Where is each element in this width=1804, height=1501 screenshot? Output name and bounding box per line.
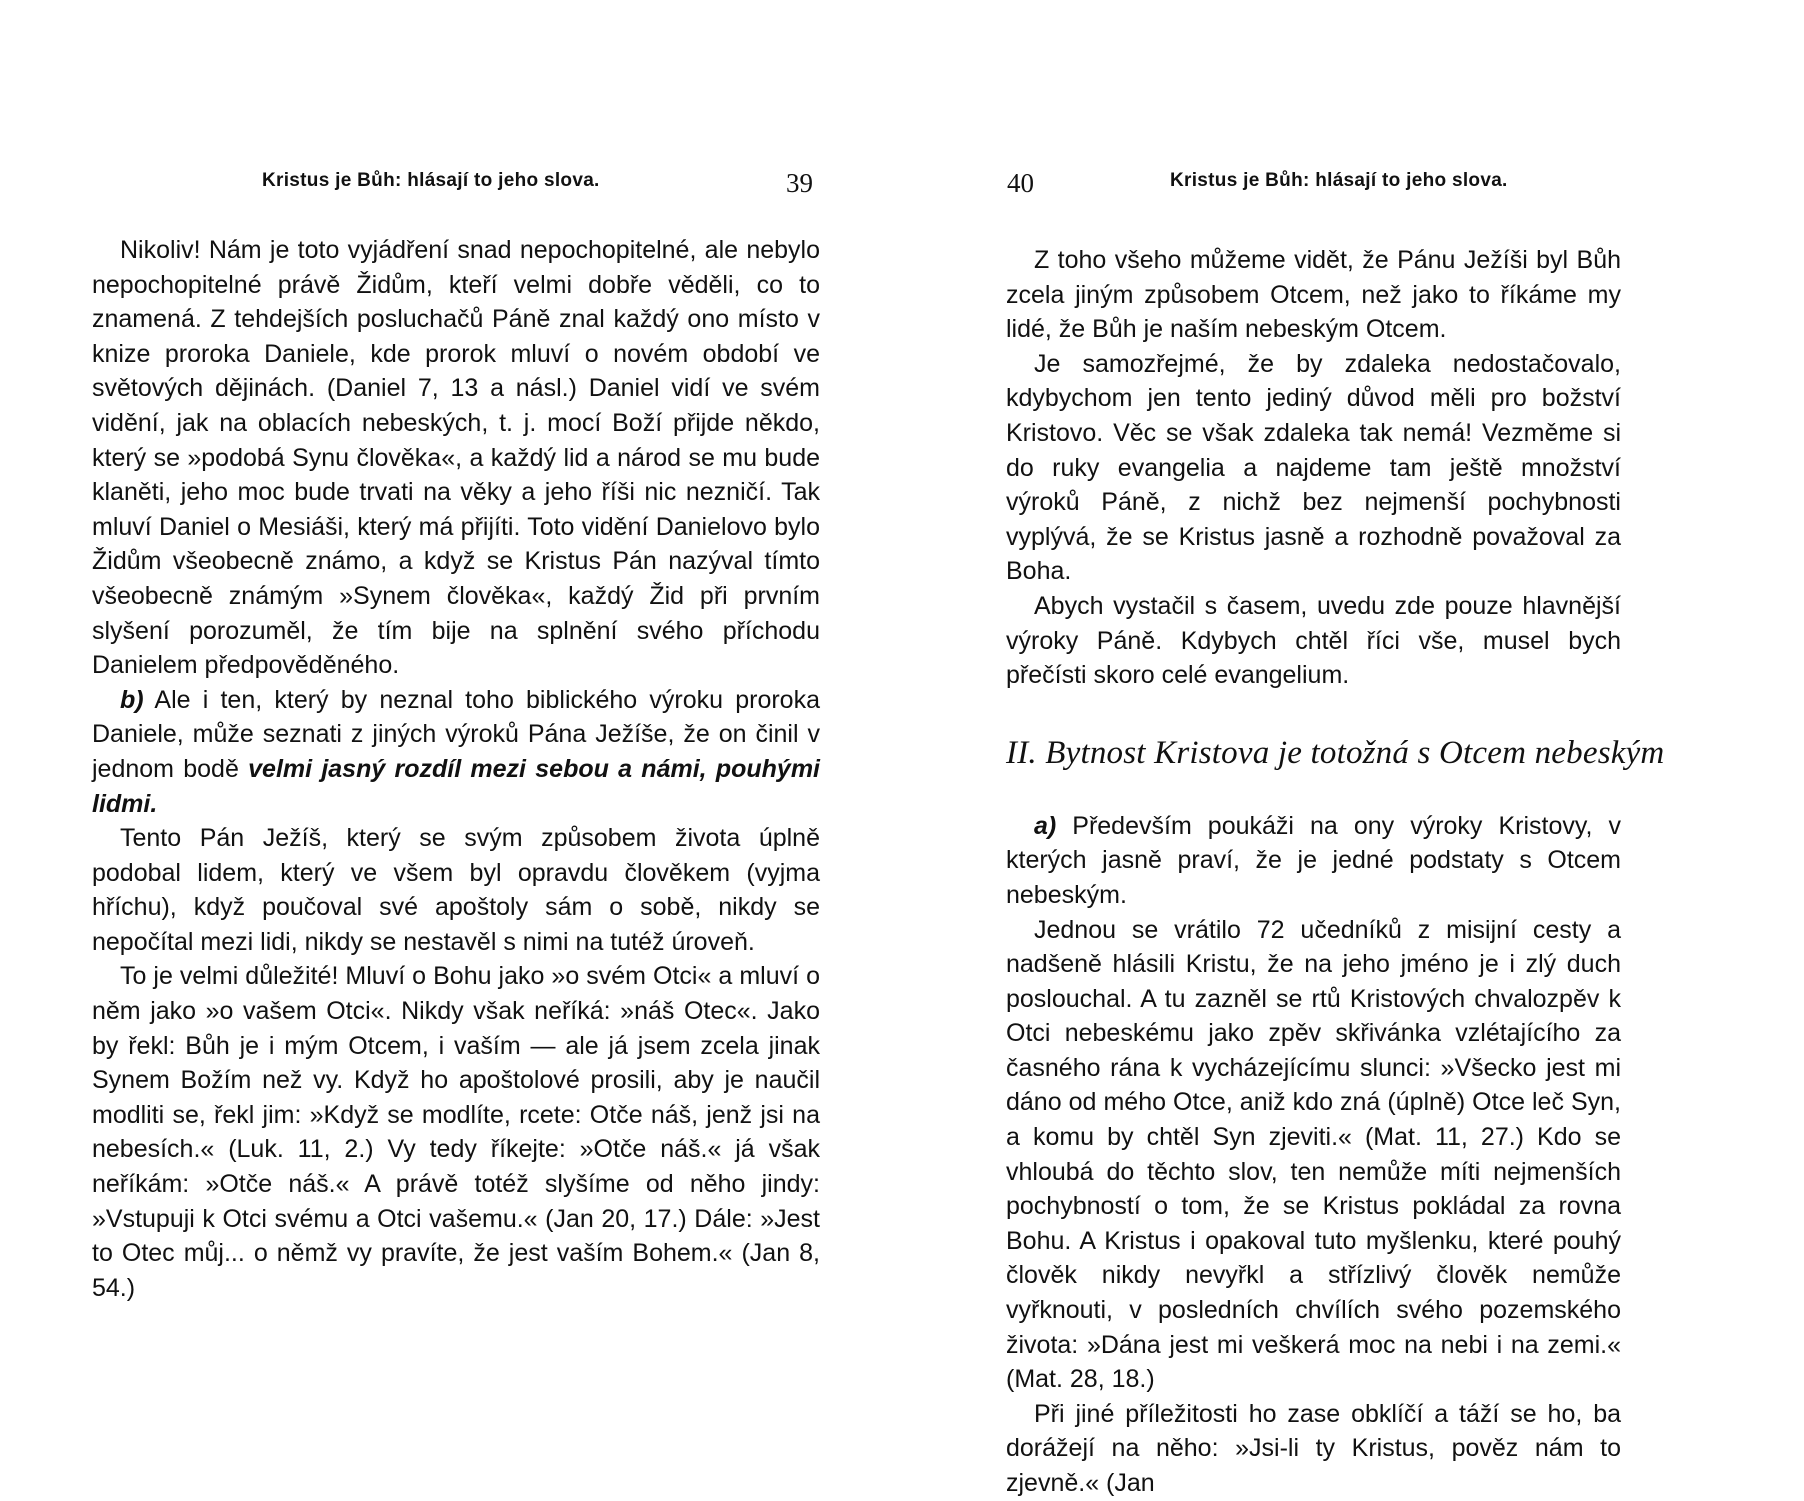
paragraph-text: Ale i ten, který by neznal toho biblického výroku proroka Daniele, může seznati z jiných výroků Pána Ježíše, že on činil v jednom bodě bbox=[92, 685, 820, 783]
right-text-block bbox=[1006, 243, 1665, 1501]
paragraph-text: Především poukáži na ony výroky Kristovy, v kterých jasně praví, že je jedné podstaty s Otcem nebeským. bbox=[1006, 811, 1621, 909]
paragraph-label: b) bbox=[120, 685, 144, 714]
paragraph: Abych vystačil s časem, uvedu zde pouze hlavnější výroky Páně. Kdybych chtěl říci vše, musel bych přečísti skoro celé evangelium. bbox=[1006, 591, 1621, 690]
paragraph-label: a) bbox=[1034, 811, 1057, 840]
paragraph: Nikoliv! Nám je toto vyjádření snad nepochopitelné, ale nebylo nepochopitelné právě Židům, kteří velmi dobře věděli, co to znamená. Z tehdejších posluchačů Páně znal každý ono místo v knize proroka Daniele, kde prorok mluví o novém období ve světových dějinách. (Daniel 7, 13 a násl.) Daniel vidí ve svém vidění, jak na oblacích nebeských, t. j. mocí Boží přijde někdo, který se »podobá Synu člověka«, a každý lid a národ se mu bude klaněti, jeho moc bude trvati na věky a jeho říši nic nezničí. Tak mluví Daniel o Mesiáši, který má přijíti. Toto vidění Danielovo bylo Židům všeobecně známo, a když se Kristus Pán nazýval tímto všeobecně známým »Synem člověka«, každý Žid při prvním slyšení porozuměl, že tím bije na splnění svého příchodu Danielem předpověděného. bbox=[92, 236, 820, 680]
emphasized-text: velmi jasný rozdíl mezi sebou a námi, pouhými lidmi. bbox=[92, 754, 821, 818]
running-head-right: Kristus je Bůh: hlásají to jeho slova. bbox=[1170, 170, 1508, 191]
right-page bbox=[902, 0, 1804, 1500]
paragraph: Jednou se vrátilo 72 učedníků z misijní cesty a nadšeně hlásili Kristu, že na jeho jméno je i zlý duch poslouchal. A tu zazněl se rtů Kristových chvalozpěv k Otci nebeskému jako zpěv skřivánka vzlétajícího za časného rána k vycházejícímu slunci: »Všecko jest mi dáno od mého Otce, aniž kdo zná (úplně) Otce leč Syn, a komu by chtěl Syn zjeviti.« (Mat. 11, 27.) Kdo se vhloubá do těchto slov, ten nemůže míti nejmenších pochybností o tom, že se Kristus pokládal za rovna Bohu. A Kristus i opakoval tuto myšlenku, které pouhý člověk nikdy nevyřkl a střízlivý člověk nemůže vyřknouti, v posledních chvílích svého pozemského života: »Dána jest mi veškerá moc na nebi i na zemi.« (Mat. 28, 18.) bbox=[1006, 915, 1621, 1394]
paragraph: Při jiné příležitosti ho zase obklíčí a táží se ho, ba dorážejí na něho: »Jsi-li ty Kristus, pověz nám to zjevně.« (Jan bbox=[1006, 1399, 1621, 1497]
paragraph: Tento Pán Ježíš, který se svým způsobem života úplně podobal lidem, který ve všem byl opravdu člověkem (vyjma hříchu), když poučoval své apoštoly sám o sobě, nikdy se nepočítal mezi lidi, nikdy se nestavěl s nimi na tutéž úroveň. bbox=[92, 824, 820, 956]
paragraph: Je samozřejmé, že by zdaleka nedostačovalo, kdybychom jen tento jediný důvod měli pro božství Kristovo. Věc se však zdaleka tak nemá! Vezměme si do ruky evangelia a najdeme tam ještě množství výroků Páně, z nichž bez nejmenší pochybnosti vyplývá, že se Kristus jasně a rozhodně považoval za Boha. bbox=[1006, 349, 1621, 586]
left-text-block bbox=[92, 233, 820, 1305]
running-head-left: Kristus je Bůh: hlásají to jeho slova. bbox=[262, 170, 600, 191]
page-number-right: 40 bbox=[1007, 168, 1034, 198]
page-number-left: 39 bbox=[786, 168, 813, 198]
paragraph bbox=[1006, 809, 1621, 913]
left-page bbox=[0, 0, 902, 1500]
section-heading: II. Bytnost Kristova je totožná s Otcem nebeským bbox=[1006, 734, 1665, 771]
paragraph: To je velmi důležité! Mluví o Bohu jako »o svém Otci« a mluví o něm jako »o vašem Otci«. Nikdy však neříká: »náš Otec«. Jako by řekl: Bůh je i mým Otcem, i vaším — ale já jsem zcela jinak Synem Božím než vy. Když ho apoštolové prosili, aby je naučil modliti se, řekl jim: »Když se modlíte, rcete: Otče náš, jenž jsi na nebesích.« (Luk. 11, 2.) Vy tedy říkejte: »Otče náš.« já však neříkám: »Otče náš.« A právě totéž slyšíme od něho jindy: »Vstupuji k Otci svému a Otci vašemu.« (Jan 20, 17.) Dále: »Jest to Otec můj... o němž vy pravíte, že jest vaším Bohem.« (Jan 8, 54.) bbox=[92, 962, 820, 1302]
paragraph: Z toho všeho můžeme vidět, že Pánu Ježíši byl Bůh zcela jiným způsobem Otcem, než jako to říkáme my lidé, že Bůh je naším nebeským Otcem. bbox=[1006, 246, 1621, 344]
paragraph bbox=[92, 683, 820, 821]
